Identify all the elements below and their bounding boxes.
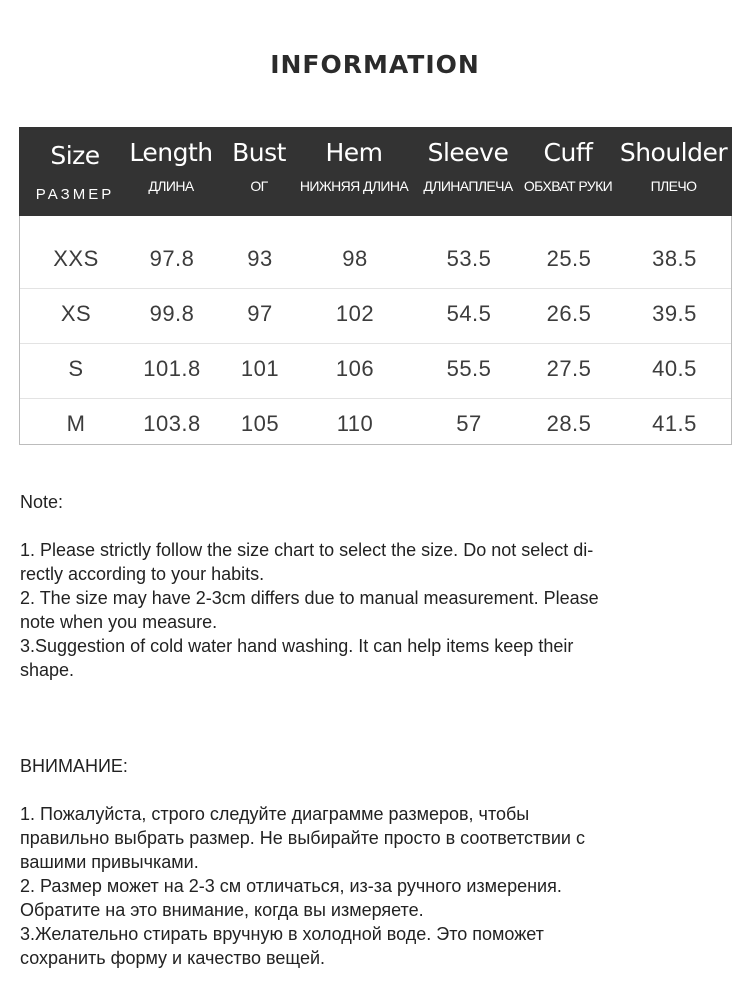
column-header-ru: ОБХВАТ РУКИ: [523, 178, 613, 194]
column-header-en: Sleeve: [427, 138, 509, 167]
note-line: вашими привычками.: [20, 852, 199, 872]
cell-size: XS: [60, 301, 92, 326]
cell-bust: 101: [240, 356, 280, 381]
column-header-ru: НИЖНЯЯ ДЛИНА: [299, 178, 409, 194]
note-heading-ru: ВНИМАНИЕ:: [20, 756, 128, 776]
cell-hem: 110: [336, 411, 374, 436]
cell-length: 97.8: [149, 246, 195, 271]
page-title: INFORMATION: [270, 50, 480, 79]
cell-cuff: 27.5: [546, 356, 592, 381]
cell-shoulder: 39.5: [652, 301, 697, 326]
note-line: rectly according to your habits.: [20, 564, 265, 584]
note-line: правильно выбрать размер. Не выбирайте просто в соответствии с: [20, 828, 585, 848]
column-header-ru: ДЛИНА: [148, 178, 194, 194]
column-header-hem: [293, 127, 415, 216]
cell-length: 101.8: [143, 356, 201, 381]
note-line: 3.Желательно стирать вручную в холодной воде. Это поможет: [20, 924, 544, 944]
column-header-size: [19, 127, 131, 216]
note-line: 3.Suggestion of cold water hand washing. It can help items keep their: [20, 636, 574, 656]
column-header-en: Size: [50, 141, 100, 170]
table-row: [20, 344, 731, 399]
cell-bust: 105: [240, 411, 280, 436]
table-row: [20, 399, 731, 453]
column-header-en: Hem: [325, 138, 383, 167]
cell-sleeve: 53.5: [446, 246, 492, 271]
table-header: [19, 127, 732, 216]
notes-section: [20, 490, 720, 970]
cell-length: 99.8: [149, 301, 195, 326]
cell-cuff: 28.5: [546, 411, 592, 436]
table-row: [20, 289, 731, 344]
cell-bust: 93: [247, 246, 273, 271]
cell-shoulder: 41.5: [652, 411, 697, 436]
note-line: сохранить форму и качество вещей.: [20, 948, 326, 968]
column-header-ru: ПЛЕЧО: [650, 178, 697, 194]
cell-shoulder: 40.5: [652, 356, 697, 381]
cell-hem: 106: [335, 356, 375, 381]
cell-sleeve: 54.5: [446, 301, 492, 326]
cell-hem: 98: [342, 246, 368, 271]
column-header-ru: ОГ: [250, 178, 268, 194]
column-header-shoulder: [615, 127, 732, 216]
cell-size: S: [68, 356, 84, 381]
table-body: [20, 234, 731, 453]
cell-size: XXS: [53, 246, 99, 271]
note-line: 2. The size may have 2-3cm differs due to manual measurement. Please: [20, 588, 599, 608]
cell-sleeve: 57: [456, 411, 482, 436]
column-header-en: Length: [129, 138, 213, 167]
cell-cuff: 26.5: [546, 301, 592, 326]
note-line: Обратите на это внимание, когда вы измеряете.: [20, 900, 424, 920]
note-line: 2. Размер может на 2-3 см отличаться, из-за ручного измерения.: [20, 876, 562, 896]
column-header-en: Bust: [232, 138, 286, 167]
note-line: 1. Please strictly follow the size chart to select the size. Do not select di-: [20, 540, 594, 560]
column-header-ru: ДЛИНАПЛЕЧА: [423, 178, 513, 194]
cell-size: M: [66, 411, 86, 436]
cell-bust: 97: [247, 301, 273, 326]
cell-cuff: 25.5: [546, 246, 592, 271]
note-heading-en: Note:: [20, 492, 64, 512]
column-header-sleeve: [415, 127, 521, 216]
column-header-ru: РАЗМЕР: [35, 186, 115, 203]
column-header-bust: [219, 127, 299, 216]
cell-sleeve: 55.5: [446, 356, 492, 381]
table-row: [20, 234, 731, 289]
column-header-length: [123, 127, 219, 216]
column-header-en: Shoulder: [619, 138, 728, 167]
note-line: note when you measure.: [20, 612, 218, 632]
size-chart-table: [19, 127, 732, 445]
column-header-cuff: [521, 127, 615, 216]
note-line: 1. Пожалуйста, строго следуйте диаграмме размеров, чтобы: [20, 804, 530, 824]
cell-hem: 102: [335, 301, 375, 326]
note-line: shape.: [20, 660, 75, 680]
cell-shoulder: 38.5: [652, 246, 697, 271]
column-header-en: Cuff: [543, 138, 593, 167]
cell-length: 103.8: [143, 411, 201, 436]
